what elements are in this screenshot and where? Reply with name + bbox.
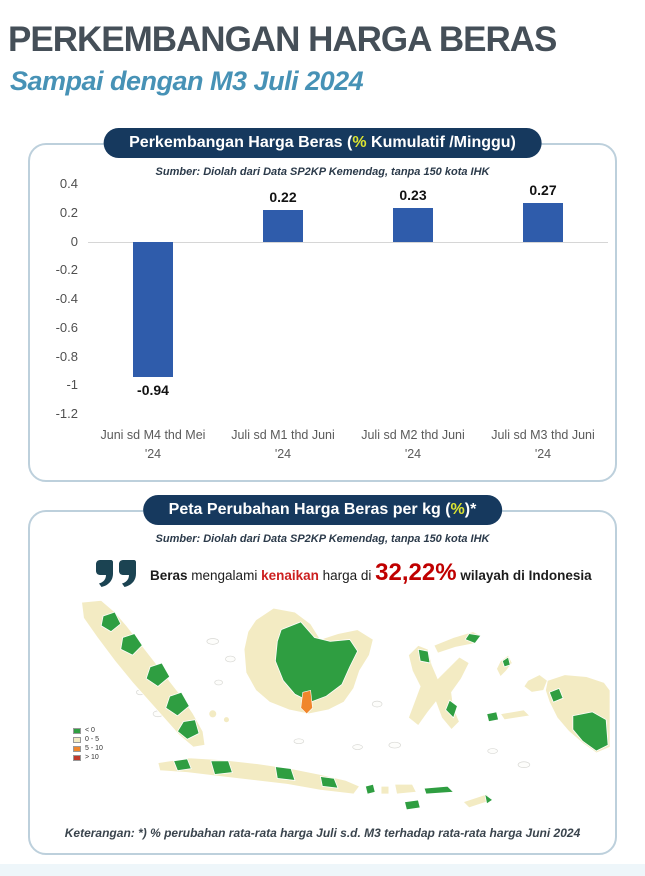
legend-row <box>73 726 103 735</box>
y-tick-label: -1 <box>66 377 78 393</box>
y-tick-label: -0.6 <box>55 319 78 335</box>
chart-header-text-2: Kumulatif /Minggu) <box>366 134 516 151</box>
x-tick-label: Juli sd M3 thd Juni '24 <box>491 428 595 462</box>
map-legend <box>70 724 106 764</box>
indonesia-map <box>64 596 612 816</box>
bar-value-label: 0.23 <box>399 187 427 204</box>
plot-area <box>88 181 608 414</box>
y-tick-label: 0.2 <box>59 204 78 220</box>
y-tick-label: -0.8 <box>55 348 78 364</box>
quote-t2: harga di <box>318 568 376 583</box>
quote-highlight: kenaikan <box>261 568 319 583</box>
bar-chart <box>40 176 615 474</box>
y-tick-label: 0.4 <box>59 176 78 191</box>
bottom-strip <box>0 864 645 876</box>
bar <box>523 203 563 242</box>
legend-label: > 10 <box>85 754 99 761</box>
page-subtitle: Sampai dengan M3 Juli 2024 <box>10 66 364 96</box>
bar-value-label: 0.22 <box>269 188 297 205</box>
map-source-note: Sumber: Diolah dari Data SP2KP Kemendag, tanpa 150 kota IHK <box>155 533 490 545</box>
map-header-text-2: )* <box>464 501 477 518</box>
chart-panel <box>28 134 617 482</box>
chart-header-text: Perkembangan Harga Beras ( <box>129 134 353 151</box>
indonesia-map-svg <box>64 596 612 816</box>
legend-swatch <box>73 755 81 761</box>
legend-label: 0 - 5 <box>85 736 100 743</box>
quote-big-value: 32,22% <box>375 559 457 586</box>
legend-row <box>73 753 103 762</box>
y-axis <box>40 176 88 421</box>
chart-panel-header-pill <box>103 128 542 158</box>
legend-row <box>73 744 103 753</box>
y-tick-label: -0.2 <box>55 262 78 278</box>
x-tick-label: Juli sd M2 thd Juni '24 <box>361 428 465 462</box>
quote-row <box>96 559 615 587</box>
map-bali <box>365 784 375 794</box>
chart-source-note: Sumber: Diolah dari Data SP2KP Kemendag, tanpa 150 kota IHK <box>155 166 490 178</box>
map-header-text: Peta Perubahan Harga Beras per kg ( <box>168 501 451 518</box>
map-panel <box>28 501 617 855</box>
page-title: PERKEMBANGAN HARGA BERAS <box>8 20 557 59</box>
legend-swatch <box>73 728 81 734</box>
legend-label: 5 - 10 <box>85 745 103 752</box>
map-panel-header-pill <box>143 495 503 525</box>
map-papua <box>524 675 547 693</box>
y-tick-label: -0.4 <box>55 291 78 306</box>
y-tick-label: -1.2 <box>55 406 78 421</box>
bar <box>263 210 303 242</box>
map-footnote: Keterangan: *) % perubahan rata-rata harga Juli s.d. M3 terhadap rata-rata harga Juni 2024 <box>64 826 581 840</box>
map-header-highlight: % <box>450 501 465 518</box>
legend-swatch <box>73 746 81 752</box>
bar <box>133 242 173 377</box>
quote-text <box>150 559 592 587</box>
x-axis-labels <box>88 426 608 465</box>
bar <box>393 208 433 241</box>
chart-header-highlight: % <box>352 134 367 151</box>
legend-swatch <box>73 737 81 743</box>
y-tick-label: 0 <box>70 233 78 249</box>
x-tick-label: Juli sd M1 thd Juni '24 <box>231 428 335 462</box>
legend-label: < 0 <box>85 727 95 734</box>
map-sulawesi <box>408 645 469 729</box>
x-tick-label: Juni sd M4 thd Mei '24 <box>100 428 206 462</box>
legend-row <box>73 735 103 744</box>
quote-lead: Beras <box>150 568 188 583</box>
bar-value-label: -0.94 <box>137 381 169 398</box>
quote-tail: wilayah di Indonesia <box>456 568 592 583</box>
quote-t1: mengalami <box>187 568 262 583</box>
double-quote-icon <box>96 560 136 587</box>
bar-value-label: 0.27 <box>529 181 557 198</box>
